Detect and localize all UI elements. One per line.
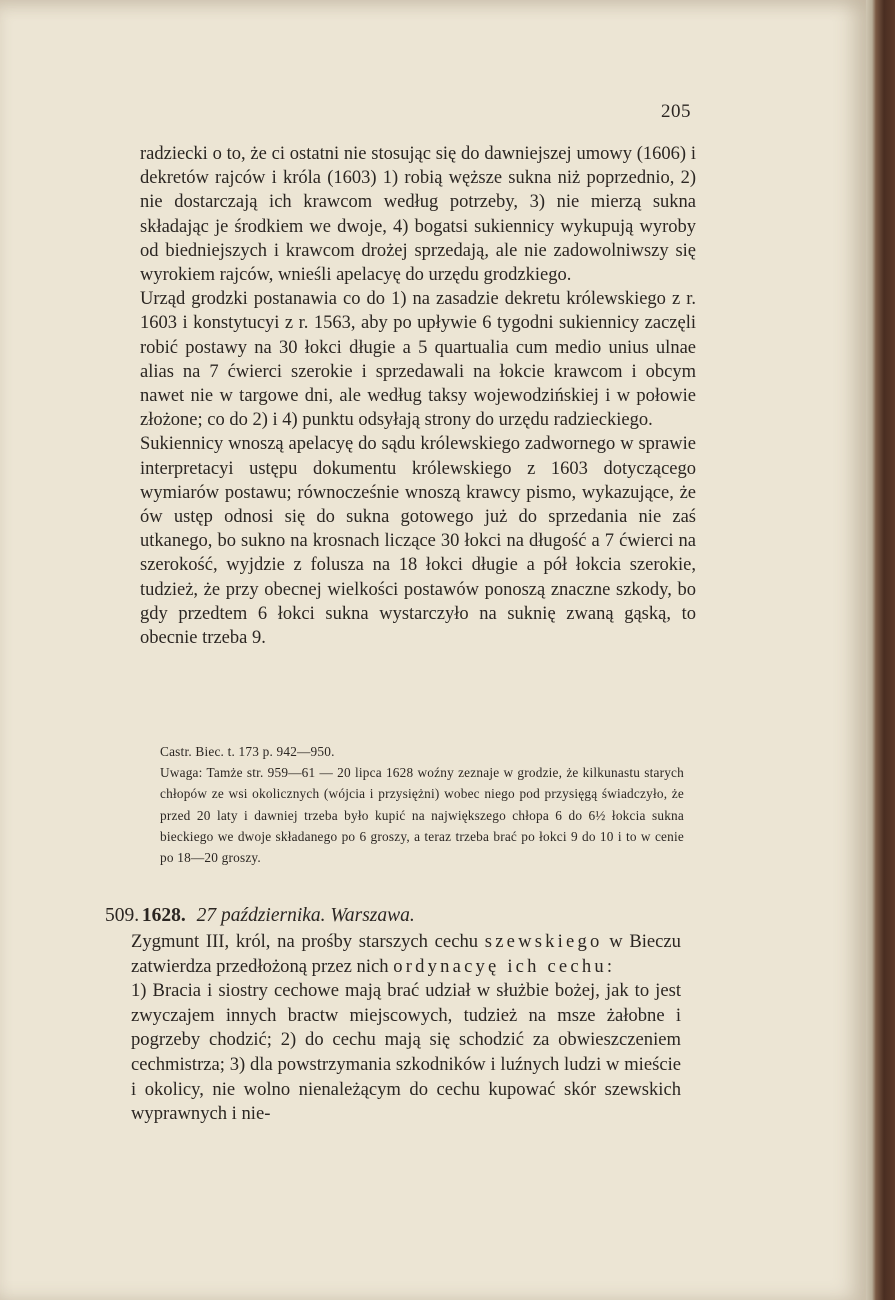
- summary-part-1: Zygmunt III, król, na prośby starszych cechu: [131, 931, 485, 952]
- paragraph-1: radziecki o to, że ci ostatni nie stosując się do dawniejszej umowy (1606) i dekretów rajców i króla (1603) 1) robią węższe sukna niż poprzednio, 2) nie dostarczają ich krawcom według potrzeby, 3) nie mierzą sukna składając je środkiem we dwoje, 4) bogatsi sukiennicy wykupują wyroby od biedniejszych i krawcom drożej sprzedają, ale nie zadowolniwszy się wyrokiem rajców, wnieśli apelacyę do urzędu grodzkiego.: [140, 144, 696, 286]
- remark-note: Uwaga: Tamże str. 959—61 — 20 lipca 1628 woźny zeznaje w grodzie, że kilkunastu starych chłopów ze wsi okolicznych (wójcia i przysiężni) wobec niego pod przysięgą świadczyło, że przed 20 laty i dawniej trzeba było kupić na największego chłopa 6 do 6½ łokcia sukna bieckiego we dwoje składanego po 6 groszy, a teraz trzeba brać po łokci 9 do 10 i to w cenie po 18—20 groszy.: [160, 765, 684, 866]
- book-edge: [866, 0, 895, 1300]
- entry-number: 509.: [105, 905, 140, 926]
- page-number: 205: [661, 101, 691, 122]
- entry-year: 1628.: [141, 905, 186, 926]
- entry-heading: [105, 903, 705, 929]
- source-citation: Castr. Biec. t. 173 p. 942—950.: [160, 744, 335, 759]
- entry-summary: [131, 930, 681, 979]
- entry-text: 1) Bracia i siostry cechowe mają brać udział w służbie bożej, jak to jest zwyczajem innych bractw miejscowych, tudzież na msze żałobne i pogrzeby chodzić; 2) do cechu mają się schodzić za obwieszczeniem cechmistrza; 3) dla powstrzymania szkodników i luźnych ludzi w mieście i okolicy, nie wolno nienależącym do cechu kupować skór szewskich wyprawnych i nie-: [131, 980, 681, 1125]
- footnotes: [160, 741, 684, 868]
- summary-part-2: w Bieczu zatwierdza przedłożoną przez nich: [131, 931, 681, 977]
- summary-guild-name: szewskiego: [484, 931, 603, 952]
- paragraph-3: Sukiennicy wnoszą apelacyę do sądu królewskiego zadwornego w sprawie interpretacyi ustępu dokumentu królewskiego z 1603 dotyczącego wymiarów postawu; równocześnie wnoszą krawcy pismo, wykazujące, że ów ustęp odnosi się do sukna gotowego już do sprzedania nie zaś utkanego, bo sukno na krosnach liczące 30 łokci na długość a 7 ćwierci na szerokość, wyjdzie z folusza na 18 łokci długie a pół łokcia szerokie, tudzież, że przy obecnej wielkości postawów ponoszą znaczne szkody, bo gdy przedtem 6 łokci sukna wystarczyło na suknię zwaną gąską, to obecnie trzeba 9.: [140, 434, 696, 649]
- paragraph-2: Urząd grodzki postanawia co do 1) na zasadzie dekretu królewskiego z r. 1603 i konstytucyi z r. 1563, aby po upływie 6 tygodni sukiennicy zaczęli robić postawy na 30 łokci długie a 5 quartualia cum medio unius ulnae alias na 7 ćwierci szerokie i sprzedawali na łokcie krawcom i obcym nawet nie w targowe dni, ale według taksy wojewodzińskiej i w połowie złożone; co do 2) i 4) punktu odsyłają strony do urzędu radzieckiego.: [140, 289, 696, 431]
- summary-part-3: :: [606, 955, 613, 977]
- entry-body: [131, 930, 681, 1127]
- continued-entry-text: [140, 142, 696, 650]
- summary-ordinance: ordynacyę ich cechu: [393, 955, 607, 977]
- entry-date-place: 27 października. Warszawa.: [196, 905, 415, 926]
